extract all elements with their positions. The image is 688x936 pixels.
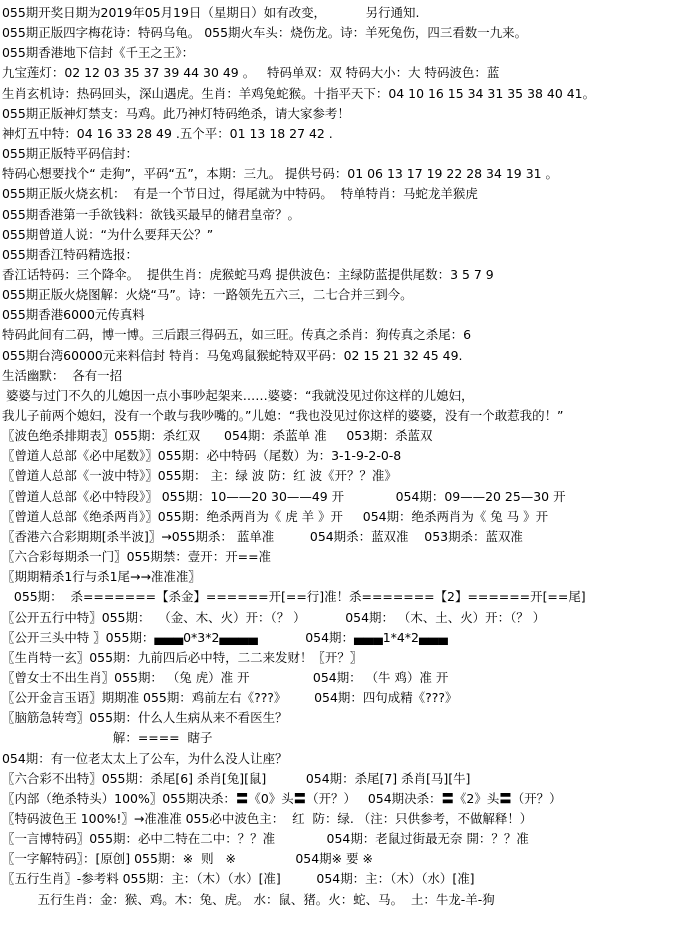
text-line: 〖公开五行中特〗055期： （金、木、火）开：（？ ） 054期： （木、土、火）开：（？ ）	[2, 609, 546, 625]
text-line: 〖特码波色王 100%!〗→准准准 055必中波色主： 红 防：绿. （注：只供参考，不做解释！）	[2, 811, 533, 826]
text-line: 〖一言博特码〗055期：必中二特在二中：？？准 054期：老鼠过街最无奈 開：？？准	[2, 831, 529, 847]
text-line: 〖曾道人总部《必中特段》〗 055期：10——20 30——49 开 054期：09——20 25—30 开	[2, 488, 566, 504]
text-line: 055期正版神灯禁支：马鸡。此乃神灯特码绝杀，请大家参考！	[2, 105, 350, 121]
text-line: 055期正版火烧图解：火烧“马”。诗：一路领先五六三，二七合并三到今。	[2, 287, 413, 303]
text-line: 婆婆与过门不久的儿媳因一点小事吵起架来……婆婆：“我就没见过你这样的儿媳妇，	[2, 387, 474, 403]
text-line: 特码心想要找个“ 走狗”，平码“五”，本期：三九。 提供号码：01 06 13 17 19 22 28 34 19 31 。	[2, 166, 558, 182]
text-line: 九宝莲灯：02 12 03 35 37 39 44 30 49 。 特码单双：双 特码大小：大 特码波色：蓝	[2, 65, 500, 81]
text-line: 〖香港六合彩期期[杀半波]〗→055期杀： 蓝单准 054期杀：蓝双准 053期杀：蓝双准	[2, 528, 523, 544]
text-line: 055期正版特平码信封：	[2, 146, 138, 161]
text-line: 〖曾道人总部《一波中特》〗055期： 主：绿 波 防：红 波《开？？准》	[2, 468, 397, 484]
text-line: 特码此间有二码，博一博。三后跟三得码五，如三旺。传真之杀肖：狗传真之杀尾：6	[2, 327, 472, 343]
text-line: 055期香港6000元传真料	[2, 307, 145, 323]
text-line: 〖曾女士不出生肖〗055期： （兔 虎）准 开 054期： （牛 鸡）准 开	[2, 669, 449, 685]
text-line: 055期香港第一手欲钱料：欲钱买最早的储君皇帝？。	[2, 206, 300, 222]
text-line: 神灯五中特：04 16 33 28 49 .五个平：01 13 18 27 42 .	[2, 125, 333, 141]
text-line: 我儿子前两个媳妇，没有一个敢与我吵嘴的。”儿媳：“我也没见过你这样的婆婆，没有一个敢惹我的！”	[2, 408, 564, 423]
text-line: 055期开奖日期为2019年05月19日（星期日）如有改变， 另行通知.	[2, 5, 420, 20]
text-line: 055期正版火烧玄机： 有是一个节日过，得尾就为中特码。 特单特肖：马蛇龙羊猴虎	[2, 186, 478, 202]
text-line: 生活幽默： 各有一招	[2, 367, 123, 383]
text-line: 香江话特码：三个降伞。 提供生肖：虎猴蛇马鸡 提供波色：主绿防蓝提供尾数：3 5 7 9	[2, 266, 494, 282]
text-line: 055期正版四字梅花诗：特码乌龟。 055期火车头：烧伤龙。诗：羊死兔伤，四三看数一九来。	[2, 25, 528, 41]
text-line: 055期台湾60000元来料信封 特肖：马兔鸡鼠猴蛇特双平码：02 15 21 32 45 49.	[2, 347, 463, 363]
text-line: 〖公开三头中特 〗055期：▄▄▄0*3*2▄▄▄▄ 054期：▄▄▄1*4*2▄▄▄	[2, 629, 448, 645]
text-line: 〖一字解特码〗：[原创] 055期：※ 则 ※ 054期※ 要 ※	[2, 851, 373, 867]
text-line: 055期曾道人说：“为什么要拜天公？”	[2, 226, 214, 242]
text-line: 〖期期精杀1行与杀1尾→→准准准〗	[2, 569, 201, 585]
text-line: 生肖玄机诗：热码回头，深山遇虎。生肖：羊鸡兔蛇猴。十指平天下：04 10 16 15 34 31 35 38 40 41。	[2, 85, 596, 101]
text-line: 055期香江特码精选报：	[2, 246, 138, 262]
text-line: 〖脑筋急转弯〗055期：什么人生病从来不看医生？	[2, 710, 288, 726]
text-line: 054期：有一位老太太上了公车，为什么没人让座？	[2, 750, 288, 766]
text-line: 〖六合彩每期杀一门〗055期禁：壹开：开==准	[2, 549, 272, 564]
text-line: 〖公开金言玉语〗期期准 055期：鸡前左右《???》 054期：四句成精《???》	[2, 690, 458, 706]
text-line: 055期香港地下信封《千王之王》：	[2, 45, 195, 61]
text-line: 〖生肖特一玄〗055期：九前四后必中特，二二来发财！〖开？〗	[2, 649, 363, 665]
text-line: 〖曾道人总部《必中尾数》〗055期：必中特码（尾数）为：3-1-9-2-0-8	[2, 448, 402, 464]
text-line: 〖五行生肖〗-参考料 055期：主：（木）（水）[准] 054期：主：（木）（水）[准]	[2, 871, 475, 887]
text-line: 055期： 杀=======【杀金】======开[==行]准！杀=======【2】======开[==尾]	[2, 589, 586, 605]
text-line: 〖内部（绝杀特头）100%〗055期决杀：〓《0》头〓（开？） 054期决杀：〓《2》头〓（开？）	[2, 790, 562, 806]
text-line: 五行生肖：金：猴、鸡。木：兔、虎。 水：鼠、猪。火：蛇、马。 土：牛龙-羊-狗	[2, 891, 495, 907]
text-line: 〖曾道人总部《绝杀两肖》〗055期：绝杀两肖为《 虎 羊 》开 054期：绝杀两肖为《 兔 马 》开	[2, 508, 549, 524]
text-line: 〖六合彩不出特〗055期：杀尾[6] 杀肖[兔][鼠] 054期：杀尾[7] 杀肖[马][牛]	[2, 770, 471, 786]
text-line: 解：==== 瞎子	[2, 730, 213, 746]
text-line: 〖波色绝杀排期表〗055期：杀红双 054期：杀蓝单 准 053期：杀蓝双	[2, 428, 433, 444]
